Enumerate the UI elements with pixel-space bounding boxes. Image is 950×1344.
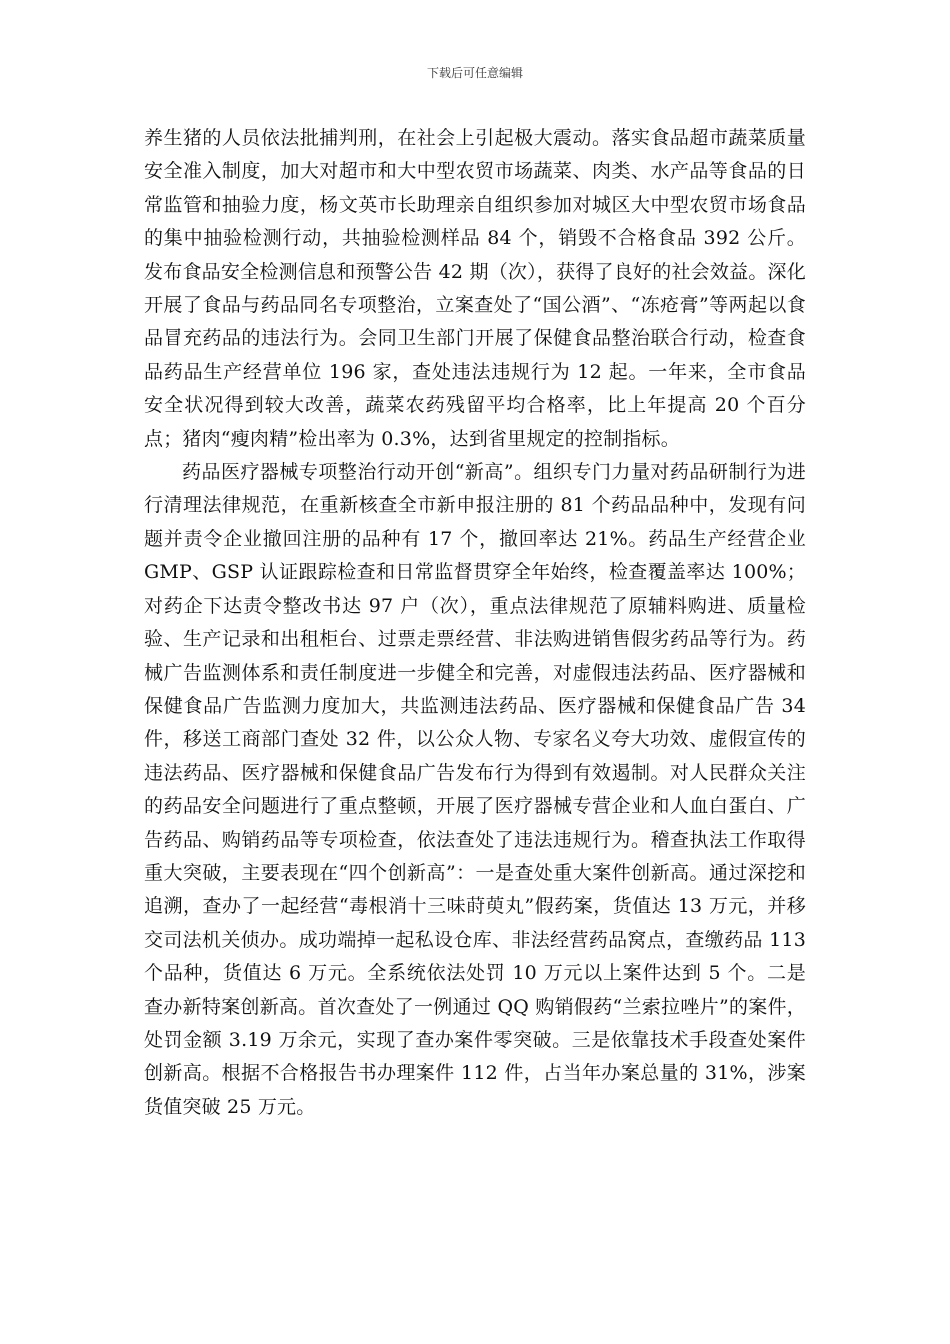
paragraph-drug-device-campaign: 药品医疗器械专项整治行动开创“新高”。组织专门力量对药品研制行为进行清理法律规范，在重新核查全市新申报注册的 81 个药品品种中，发现有问题并责令企业撤回注册的品种有 17 个，撤回率达 21%。药品生产经营企业 GMP、GSP 认证跟踪检查和日常监督贯穿全年始终，检查覆盖率达 100%；对药企下达责令整改书达 97 户（次），重点法律规范了原辅料购进、质量检验、生产记录和出租柜台、过票走票经营、非法购进销售假劣药品等行为。药械广告监测体系和责任制度进一步健全和完善，对虚假违法药品、医疗器械和保健食品广告监测力度加大，共监测违法药品、医疗器械和保健食品广告 34 件，移送工商部门查处 32 件，以公众人物、专家名义夸大功效、虚假宣传的违法药品、医疗器械和保健食品广告发布行为得到有效遏制。对人民群众关注的药品安全问题进行了重点整顿，开展了医疗器械专营企业和人血白蛋白、广告药品、购销药品等专项检查，依法查处了违法违规行为。稽查执法工作取得重大突破，主要表现在“四个创新高”：一是查处重大案件创新高。通过深挖和追溯，查办了一起经营“毒根消十三味莳萸丸”假药案，货值达 13 万元，并移交司法机关侦办。成功端掉一起私设仓库、非法经营药品窝点，查缴药品 113 个品种，货值达 6 万元。全系统依法处罚 10 万元以上案件达到 5 个。二是查办新特案创新高。首次查处了一例通过 QQ 购销假药“兰索拉唑片”的案件，处罚金额 3.19 万余元，实现了查办案件零突破。三是依靠技术手段查处案件创新高。根据不合格报告书办理案件 112 件，占当年办案总量的 31%，涉案货值突破 25 万元。 xyxy=(144,461,806,1118)
header-note: 下载后可任意编辑 xyxy=(426,66,523,80)
document-body xyxy=(144,122,806,1124)
paragraph-food-safety: 养生猪的人员依法批捕判刑，在社会上引起极大震动。落实食品超市蔬菜质量安全准入制度，加大对超市和大中型农贸市场蔬菜、肉类、水产品等食品的日常监管和抽验力度，杨文英市长助理亲自组织参加对城区大中型农贸市场食品的集中抽验检测行动，共抽验检测样品 84 个，销毁不合格食品 392 公斤。发布食品安全检测信息和预警公告 42 期（次），获得了良好的社会效益。深化开展了食品与药品同名专项整治，立案查处了“国公酒”、“冻疮膏”等两起以食品冒充药品的违法行为。会同卫生部门开展了保健食品整治联合行动，检查食品药品生产经营单位 196 家，查处违法违规行为 12 起。一年来，全市食品安全状况得到较大改善，蔬菜农药残留平均合格率，比上年提高 20 个百分点；猪肉“瘦肉精”检出率为 0.3%，达到省里规定的控制指标。 xyxy=(144,127,806,450)
